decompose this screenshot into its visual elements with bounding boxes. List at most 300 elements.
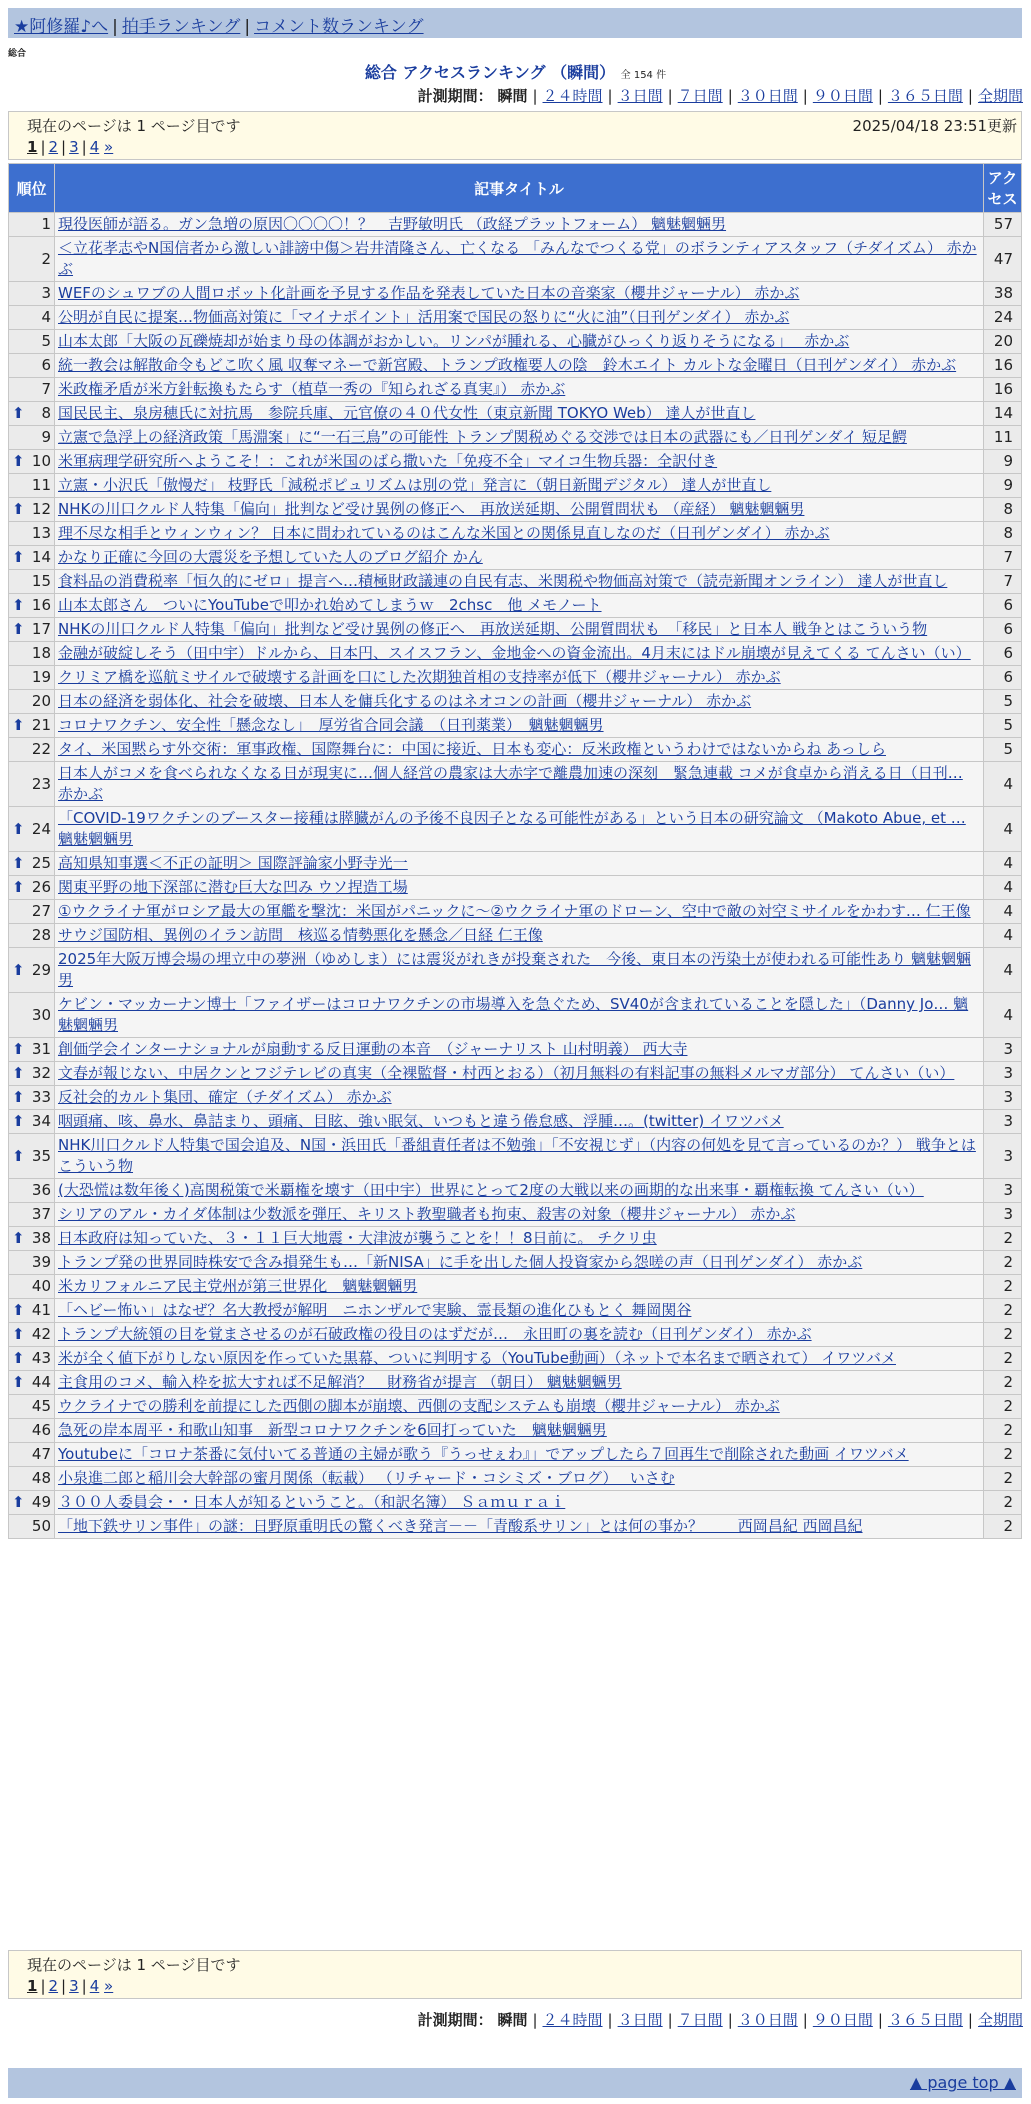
access-count: 2 bbox=[984, 1443, 1022, 1467]
access-count: 2 bbox=[984, 1347, 1022, 1371]
rank-cell bbox=[9, 237, 55, 282]
current-page-text: 現在のページは 1 ページ目です bbox=[27, 1956, 241, 1974]
rank-number: 9 bbox=[41, 428, 51, 446]
access-count: 5 bbox=[984, 714, 1022, 738]
rank-cell bbox=[9, 282, 55, 306]
rank-cell bbox=[9, 924, 55, 948]
table-row bbox=[9, 1395, 1022, 1419]
title-cell bbox=[55, 213, 984, 237]
nav-separator: | bbox=[112, 17, 118, 37]
article-link[interactable]: NHKの川口クルド人特集「偏向」批判など受け異例の修正へ 再放送延期、公開質問状も （産経） 魑魅魍魎男 bbox=[58, 500, 805, 518]
page-link[interactable]: 3 bbox=[69, 1977, 79, 1995]
article-link[interactable]: 現役医師が語る。ガン急増の原因〇〇〇〇！？ 吉野敏明氏 （政経プラットフォーム） 魑魅魍魎男 bbox=[58, 215, 727, 233]
clap-ranking-link[interactable]: 拍手ランキング bbox=[121, 17, 241, 37]
rank-number: 37 bbox=[31, 1205, 51, 1223]
rank-number: 48 bbox=[31, 1469, 51, 1487]
table-row bbox=[9, 690, 1022, 714]
title-cell bbox=[55, 1467, 984, 1491]
table-row bbox=[9, 1467, 1022, 1491]
rank-cell bbox=[9, 1371, 55, 1395]
rank-cell bbox=[9, 402, 55, 426]
title-cell bbox=[55, 354, 984, 378]
table-row bbox=[9, 993, 1022, 1038]
title-cell bbox=[55, 1323, 984, 1347]
up-arrow-icon: ⬆ bbox=[12, 1349, 25, 1367]
current-page-text: 現在のページは 1 ページ目です bbox=[27, 117, 241, 135]
rank-number: 49 bbox=[31, 1493, 51, 1511]
access-count: 7 bbox=[984, 570, 1022, 594]
period-label: 計測期間： bbox=[417, 87, 493, 105]
article-link[interactable]: 立憲で急浮上の経済政策「馬淵案」に“一石三鳥”の可能性 トランプ関税めぐる交渉では日本の武器にも／日刊ゲンダイ 短足鰐 bbox=[58, 428, 907, 446]
ranking-title bbox=[0, 60, 1031, 83]
rank-number: 27 bbox=[31, 902, 51, 920]
article-link[interactable]: タイ、米国黙らす外交術：軍事政権、国際舞台に：中国に接近、日本も変心：反米政権というわけではないからね あっしら bbox=[58, 740, 886, 758]
bottom-bar bbox=[8, 2068, 1022, 2098]
title-cell bbox=[55, 1419, 984, 1443]
top-nav-bar bbox=[8, 8, 1022, 38]
table-row bbox=[9, 426, 1022, 450]
period-link[interactable]: ３日間 bbox=[617, 2011, 663, 2029]
access-count: 4 bbox=[984, 852, 1022, 876]
rank-number: 16 bbox=[31, 596, 51, 614]
rank-number: 5 bbox=[41, 332, 51, 350]
count-header: アクセス bbox=[984, 164, 1022, 213]
article-link[interactable]: 公明が自民に提案…物価高対策に「マイナポイント」活用案で国民の怒りに“火に油”（日刊ゲンダイ） 赤かぶ bbox=[58, 308, 790, 326]
title-cell bbox=[55, 570, 984, 594]
title-cell bbox=[55, 1227, 984, 1251]
total-count: 全 154 件 bbox=[620, 70, 667, 81]
title-cell bbox=[55, 642, 984, 666]
period-link[interactable]: ３日間 bbox=[617, 87, 663, 105]
access-count: 11 bbox=[984, 426, 1022, 450]
article-link[interactable]: 創価学会インターナショナルが扇動する反日運動の本音 （ジャーナリスト 山村明義） 西大寺 bbox=[58, 1040, 688, 1058]
access-count: 2 bbox=[984, 1371, 1022, 1395]
article-link[interactable]: 米軍病理学研究所へようこそ！：これが米国のばら撒いた「免疫不全」マイコ生物兵器：全訳付き bbox=[58, 452, 718, 470]
table-row bbox=[9, 354, 1022, 378]
rank-number: 22 bbox=[31, 740, 51, 758]
rank-number: 43 bbox=[31, 1349, 51, 1367]
rank-cell bbox=[9, 213, 55, 237]
period-separator: | bbox=[532, 2011, 538, 2029]
period-link[interactable]: 全期間 bbox=[977, 2011, 1023, 2029]
access-count: 2 bbox=[984, 1419, 1022, 1443]
page-link[interactable]: 2 bbox=[48, 138, 59, 156]
rank-cell bbox=[9, 690, 55, 714]
title-cell bbox=[55, 450, 984, 474]
access-count: 4 bbox=[984, 993, 1022, 1038]
rank-number: 25 bbox=[31, 854, 51, 872]
period-link[interactable]: ７日間 bbox=[677, 2011, 723, 2029]
title-cell bbox=[55, 426, 984, 450]
table-row bbox=[9, 1323, 1022, 1347]
up-arrow-icon: ⬆ bbox=[12, 1040, 25, 1058]
up-arrow-icon: ⬆ bbox=[12, 404, 25, 422]
table-row bbox=[9, 1491, 1022, 1515]
rank-number: 39 bbox=[31, 1253, 51, 1271]
rank-number: 6 bbox=[41, 356, 51, 374]
access-count: 7 bbox=[984, 546, 1022, 570]
article-link[interactable]: 「ヘビー怖い」はなぜ？名大教授が解明 ニホンザルで実験、霊長類の進化ひもとく 舞岡関谷 bbox=[58, 1301, 692, 1319]
title-cell bbox=[55, 1134, 984, 1179]
access-count: 8 bbox=[984, 498, 1022, 522]
access-count: 14 bbox=[984, 402, 1022, 426]
access-count: 16 bbox=[984, 378, 1022, 402]
period-separator: | bbox=[727, 2011, 733, 2029]
table-row bbox=[9, 282, 1022, 306]
title-cell bbox=[55, 1443, 984, 1467]
period-link[interactable]: ３０日間 bbox=[737, 87, 798, 105]
article-link[interactable]: 山本太郎さん ついにYouTubeで叩かれ始めてしまうｗ 2chsc 他 メモノート bbox=[58, 596, 602, 614]
article-link[interactable]: 理不尽な相手とウィンウィン？ 日本に問われているのはこんな米国との関係見直しなのだ（日刊ゲンダイ） 赤かぶ bbox=[58, 524, 830, 542]
article-link[interactable]: トランプ大統領の目を覚まさせるのが石破政権の役目のはずだが… 永田町の裏を読む（日刊ゲンダイ） 赤かぶ bbox=[58, 1325, 812, 1343]
title-cell bbox=[55, 948, 984, 993]
access-count: 3 bbox=[984, 1086, 1022, 1110]
rank-number: 3 bbox=[41, 284, 51, 302]
access-count: 2 bbox=[984, 1515, 1022, 1539]
page-next-link[interactable]: » bbox=[104, 138, 114, 156]
title-cell bbox=[55, 618, 984, 642]
access-count: 3 bbox=[984, 1179, 1022, 1203]
rank-number: 33 bbox=[31, 1088, 51, 1106]
table-row bbox=[9, 1515, 1022, 1539]
page-separator: | bbox=[40, 1977, 46, 1995]
up-arrow-icon: ⬆ bbox=[12, 620, 25, 638]
rank-number: 20 bbox=[31, 692, 51, 710]
updated-time: 2025/04/18 23:51更新 bbox=[852, 117, 1017, 135]
access-count: 5 bbox=[984, 738, 1022, 762]
title-cell bbox=[55, 690, 984, 714]
table-row bbox=[9, 594, 1022, 618]
article-link[interactable]: サウジ国防相、異例のイラン訪問 核巡る情勢悪化を懸念／日経 仁王像 bbox=[58, 926, 543, 944]
up-arrow-icon: ⬆ bbox=[12, 500, 25, 518]
access-count: 4 bbox=[984, 924, 1022, 948]
article-link[interactable]: ウクライナでの勝利を前提にした西側の脚本が崩壊、西側の支配システムも崩壊（櫻井ジャーナル） 赤かぶ bbox=[58, 1397, 780, 1415]
title-cell bbox=[55, 1038, 984, 1062]
rank-cell bbox=[9, 714, 55, 738]
rank-cell bbox=[9, 1251, 55, 1275]
page-top-link[interactable]: ▲ page top ▲ bbox=[909, 2073, 1016, 2092]
title-cell bbox=[55, 1395, 984, 1419]
rank-number: 42 bbox=[31, 1325, 51, 1343]
rank-number: 17 bbox=[31, 620, 51, 638]
rank-cell bbox=[9, 738, 55, 762]
title-cell bbox=[55, 762, 984, 807]
article-link[interactable]: WEFのシュワブの人間ロボット化計画を予見する作品を発表していた日本の音楽家（櫻井ジャーナル） 赤かぶ bbox=[58, 284, 800, 302]
access-count: 9 bbox=[984, 450, 1022, 474]
page-current: 1 bbox=[27, 1977, 38, 1995]
article-link[interactable]: 2025年大阪万博会場の埋立中の夢洲（ゆめしま）には震災がれきが投棄された 今後、東日本の汚染土が使われる可能性あり 魑魅魍魎男 bbox=[58, 950, 971, 989]
article-link[interactable]: 「COVID-19ワクチンのブースター接種は膵臓がんの予後不良因子となる可能性がある」という日本の研究論文 （Makoto Abue, et … 魑魅魍魎男 bbox=[58, 809, 966, 848]
title-cell bbox=[55, 1251, 984, 1275]
page-link[interactable]: 4 bbox=[89, 138, 100, 156]
article-link[interactable]: クリミア橋を巡航ミサイルで破壊する計画を口にした次期独首相の支持率が低下（櫻井ジャーナル） 赤かぶ bbox=[58, 668, 781, 686]
access-count: 4 bbox=[984, 948, 1022, 993]
period-selector-top bbox=[418, 85, 1023, 106]
title-cell bbox=[55, 378, 984, 402]
article-link[interactable]: 「地下鉄サリン事件」の謎：日野原重明氏の驚くべき発言－－「青酸系サリン」とは何の事か？ 西岡昌紀 西岡昌紀 bbox=[58, 1517, 863, 1535]
rank-number: 50 bbox=[31, 1517, 51, 1535]
article-link[interactable]: 主食用のコメ、輸入枠を拡大すれば不足解消？ 財務省が提言 （朝日） 魑魅魍魎男 bbox=[58, 1373, 622, 1391]
title-cell bbox=[55, 876, 984, 900]
article-link[interactable]: コロナワクチン、安全性「懸念なし」 厚労省合同会議 （日刊薬業） 魑魅魍魎男 bbox=[58, 716, 604, 734]
rank-number: 38 bbox=[31, 1229, 51, 1247]
period-link[interactable]: 全期間 bbox=[977, 87, 1023, 105]
article-link[interactable]: 米が全く値下がりしない原因を作っていた黒幕、ついに判明する（YouTube動画）（ネットで本名まで晒されて） イワツバメ bbox=[58, 1349, 896, 1367]
access-count: 6 bbox=[984, 594, 1022, 618]
access-count: 20 bbox=[984, 330, 1022, 354]
table-row bbox=[9, 1227, 1022, 1251]
table-row bbox=[9, 1275, 1022, 1299]
rank-number: 24 bbox=[31, 819, 51, 838]
rank-number: 21 bbox=[31, 716, 51, 734]
title-cell bbox=[55, 924, 984, 948]
period-separator: | bbox=[967, 2011, 973, 2029]
title-cell bbox=[55, 474, 984, 498]
table-row bbox=[9, 714, 1022, 738]
article-link[interactable]: (大恐慌は数年後く)高関税策で米覇権を壊す（田中宇）世界にとって2度の大戦以来の画期的な出来事・覇権転換 てんさい（い） bbox=[58, 1181, 924, 1199]
rank-number: 32 bbox=[31, 1064, 51, 1082]
rank-cell bbox=[9, 306, 55, 330]
title-cell bbox=[55, 852, 984, 876]
rank-number: 4 bbox=[41, 308, 51, 326]
title-cell bbox=[55, 402, 984, 426]
paging-box-bottom bbox=[8, 1950, 1022, 1999]
article-link[interactable]: 関東平野の地下深部に潜む巨大な凹み ウソ捏造工場 bbox=[58, 878, 408, 896]
article-link[interactable]: 山本太郎「大阪の瓦礫焼却が始まり母の体調がおかしい。リンパが腫れる、心臓がひっくり返りそうになる」 赤かぶ bbox=[58, 332, 850, 350]
rank-cell bbox=[9, 1443, 55, 1467]
access-count: 5 bbox=[984, 690, 1022, 714]
article-link[interactable]: 統一教会は解散命令もどこ吹く風 収奪マネーで新宮殿、トランプ政権要人の陰 鈴木エイト カルトな金曜日（日刊ゲンダイ） 赤かぶ bbox=[58, 356, 957, 374]
up-arrow-icon: ⬆ bbox=[12, 716, 25, 734]
up-arrow-icon: ⬆ bbox=[12, 548, 25, 566]
article-link[interactable]: 日本の経済を弱体化、社会を破壊、日本人を傭兵化するのはネオコンの計画（櫻井ジャーナル） 赤かぶ bbox=[58, 692, 752, 710]
rank-cell bbox=[9, 1227, 55, 1251]
title-cell bbox=[55, 1203, 984, 1227]
article-link[interactable]: 立憲・小沢氏「傲慢だ」 枝野氏「減税ポピュリズムは別の党」発言に（朝日新聞デジタル） 達人が世直し bbox=[58, 476, 772, 494]
period-link[interactable]: ２４時間 bbox=[542, 87, 603, 105]
page-next-link[interactable]: » bbox=[104, 1977, 114, 1995]
period-separator: | bbox=[877, 87, 883, 105]
access-count: 2 bbox=[984, 1323, 1022, 1347]
article-link[interactable]: 食料品の消費税率「恒久的にゼロ」提言へ…積極財政議連の自民有志、米関税や物価高対策で（読売新聞オンライン） 達人が世直し bbox=[58, 572, 948, 590]
table-row bbox=[9, 738, 1022, 762]
rank-cell bbox=[9, 1299, 55, 1323]
ranking-table bbox=[8, 163, 1022, 1539]
article-link[interactable]: 米カリフォルニア民主党州が第三世界化 魑魅魍魎男 bbox=[58, 1277, 418, 1295]
title-cell bbox=[55, 1086, 984, 1110]
access-count: 9 bbox=[984, 474, 1022, 498]
title-cell bbox=[55, 237, 984, 282]
article-link[interactable]: NHKの川口クルド人特集「偏向」批判など受け異例の修正へ 再放送延期、公開質問状も 「移民」と日本人 戦争とはこういう物 bbox=[58, 620, 928, 638]
rank-number: 7 bbox=[41, 380, 51, 398]
access-count: 4 bbox=[984, 762, 1022, 807]
up-arrow-icon: ⬆ bbox=[12, 1112, 25, 1130]
page-link[interactable]: 2 bbox=[48, 1977, 59, 1995]
article-link[interactable]: シリアのアル・カイダ体制は少数派を弾圧、キリスト教聖職者も拘束、殺害の対象（櫻井ジャーナル） 赤かぶ bbox=[58, 1205, 796, 1223]
title-cell bbox=[55, 498, 984, 522]
rank-number: 8 bbox=[41, 404, 51, 422]
article-link[interactable]: かなり正確に今回の大震災を予想していた人のブログ紹介 かん bbox=[58, 548, 483, 566]
page-link[interactable]: 3 bbox=[69, 138, 79, 156]
title-cell bbox=[55, 1347, 984, 1371]
nav-separator: | bbox=[244, 17, 251, 37]
table-row bbox=[9, 1062, 1022, 1086]
rank-number: 41 bbox=[31, 1301, 51, 1319]
rank-cell bbox=[9, 498, 55, 522]
article-link[interactable]: ①ウクライナ軍がロシア最大の軍艦を撃沈：米国がパニックに～②ウクライナ軍のドローン、空中で敵の対空ミサイルをかわす… 仁王像 bbox=[58, 902, 971, 920]
access-count: 2 bbox=[984, 1299, 1022, 1323]
rank-number: 23 bbox=[31, 774, 51, 793]
table-row bbox=[9, 852, 1022, 876]
period-separator: | bbox=[802, 2011, 808, 2029]
period-separator: | bbox=[877, 2011, 883, 2029]
article-link[interactable]: ３００人委員会・・日本人が知るということ。（和訳名簿） Ｓａｍｕｒａｉ bbox=[58, 1493, 566, 1511]
access-count: 2 bbox=[984, 1251, 1022, 1275]
table-row bbox=[9, 876, 1022, 900]
rank-cell bbox=[9, 1038, 55, 1062]
rank-number: 30 bbox=[31, 1005, 51, 1024]
rank-cell bbox=[9, 1347, 55, 1371]
article-link[interactable]: 米政権矛盾が米方針転換もたらす（植草一秀の『知られざる真実』） 赤かぶ bbox=[58, 380, 566, 398]
rank-cell bbox=[9, 807, 55, 852]
table-row bbox=[9, 900, 1022, 924]
paging-box-top bbox=[8, 111, 1022, 160]
access-count: 24 bbox=[984, 306, 1022, 330]
period-link[interactable]: ７日間 bbox=[677, 87, 723, 105]
table-row bbox=[9, 1251, 1022, 1275]
rank-cell bbox=[9, 378, 55, 402]
article-link[interactable]: 咽頭痛、咳、鼻水、鼻詰まり、頭痛、目眩、強い眠気、いつもと違う倦怠感、浮腫…。(twitter) イワツバメ bbox=[58, 1112, 784, 1130]
table-row bbox=[9, 306, 1022, 330]
rank-cell bbox=[9, 1515, 55, 1539]
rank-number: 46 bbox=[31, 1421, 51, 1439]
rank-number: 26 bbox=[31, 878, 51, 896]
rank-cell bbox=[9, 474, 55, 498]
table-row bbox=[9, 1203, 1022, 1227]
article-link[interactable]: 高知県知事選＜不正の証明＞ 国際評論家小野寺光一 bbox=[58, 854, 408, 872]
title-cell bbox=[55, 1515, 984, 1539]
up-arrow-icon: ⬆ bbox=[12, 596, 25, 614]
article-link[interactable]: 日本人がコメを食べられなくなる日が現実に…個人経営の農家は大赤字で離農加速の深刻 緊急連載 コメが食卓から消える日（日刊… 赤かぶ bbox=[58, 764, 963, 803]
period-separator: | bbox=[667, 2011, 673, 2029]
up-arrow-icon: ⬆ bbox=[12, 452, 25, 470]
article-link[interactable]: トランプ発の世界同時株安で含み損発生も…「新NISA」に手を出した個人投資家から怨嗟の声（日刊ゲンダイ） 赤かぶ bbox=[58, 1253, 863, 1271]
table-row bbox=[9, 1110, 1022, 1134]
rank-cell bbox=[9, 1323, 55, 1347]
title-header: 記事タイトル bbox=[55, 164, 984, 213]
access-count: 2 bbox=[984, 1467, 1022, 1491]
rank-number: 11 bbox=[31, 476, 51, 494]
article-link[interactable]: 日本政府は知っていた、３・１１巨大地震・大津波が襲うことを！！8日前に。 チクリ虫 bbox=[58, 1229, 657, 1247]
article-link[interactable]: 国民民主、泉房穂氏に対抗馬 参院兵庫、元官僚の４０代女性（東京新聞 TOKYO Web） 達人が世直し bbox=[58, 404, 756, 422]
rank-number: 44 bbox=[31, 1373, 51, 1391]
title-cell bbox=[55, 1110, 984, 1134]
article-link[interactable]: 反社会的カルト集団、確定（チダイズム） 赤かぶ bbox=[58, 1088, 392, 1106]
comment-ranking-link[interactable]: コメント数ランキング bbox=[254, 17, 424, 37]
title-cell bbox=[55, 738, 984, 762]
rank-cell bbox=[9, 1062, 55, 1086]
rank-cell bbox=[9, 1275, 55, 1299]
access-count: 8 bbox=[984, 522, 1022, 546]
title-cell bbox=[55, 714, 984, 738]
table-row bbox=[9, 213, 1022, 237]
page-separator: | bbox=[81, 138, 87, 156]
category-tag: 総合 bbox=[8, 49, 27, 59]
article-link[interactable]: NHK川口クルド人特集で国会追及、N国・浜田氏「番組責任者は不勉強」「不安視じず」（内容の何処を見て言っているのか？） 戦争とはこういう物 bbox=[58, 1136, 976, 1175]
page-separator: | bbox=[61, 138, 67, 156]
up-arrow-icon: ⬆ bbox=[12, 1229, 25, 1247]
period-selector-bottom bbox=[418, 2009, 1023, 2030]
rank-number: 40 bbox=[31, 1277, 51, 1295]
article-link[interactable]: 金融が破綻しそう（田中宇）ドルから、日本円、スイスフラン、金地金への資金流出。4月末にはドル崩壊が見えてくる てんさい（い） bbox=[58, 644, 971, 662]
period-link[interactable]: ９０日間 bbox=[812, 87, 873, 105]
table-row bbox=[9, 1347, 1022, 1371]
period-link[interactable]: ２４時間 bbox=[542, 2011, 603, 2029]
page-separator: | bbox=[40, 138, 46, 156]
article-link[interactable]: ＜立花孝志やN国信者から激しい誹謗中傷＞岩井清隆さん、亡くなる 「みんなでつくる党」のボランティアスタッフ（チダイズム） 赤かぶ bbox=[58, 239, 977, 278]
access-count: 38 bbox=[984, 282, 1022, 306]
table-row bbox=[9, 1086, 1022, 1110]
title-cell bbox=[55, 546, 984, 570]
title-cell bbox=[55, 306, 984, 330]
rank-cell bbox=[9, 900, 55, 924]
up-arrow-icon: ⬆ bbox=[12, 1325, 25, 1343]
up-arrow-icon: ⬆ bbox=[12, 819, 25, 838]
rank-cell bbox=[9, 666, 55, 690]
title-cell bbox=[55, 807, 984, 852]
rank-cell bbox=[9, 852, 55, 876]
rank-cell bbox=[9, 876, 55, 900]
period-link[interactable]: ９０日間 bbox=[812, 2011, 873, 2029]
home-link[interactable]: ★阿修羅♪へ bbox=[14, 17, 109, 37]
article-link[interactable]: 文春が報じない、中居クンとフジテレビの真実（全裸監督・村西とおる）（初月無料の有料記事の無料メルマガ部分） てんさい（い） bbox=[58, 1064, 955, 1082]
rank-header: 順位 bbox=[9, 164, 55, 213]
page-separator: | bbox=[61, 1977, 67, 1995]
rank-cell bbox=[9, 354, 55, 378]
rank-number: 10 bbox=[31, 452, 51, 470]
access-count: 2 bbox=[984, 1395, 1022, 1419]
table-row bbox=[9, 1134, 1022, 1179]
up-arrow-icon: ⬆ bbox=[12, 878, 25, 896]
period-current: 瞬間 bbox=[497, 87, 528, 105]
rank-cell bbox=[9, 1134, 55, 1179]
rank-number: 19 bbox=[31, 668, 51, 686]
article-link[interactable]: 急死の岸本周平・和歌山知事 新型コロナワクチンを6回打っていた 魑魅魍魎男 bbox=[58, 1421, 607, 1439]
access-count: 3 bbox=[984, 1134, 1022, 1179]
rank-number: 13 bbox=[31, 524, 51, 542]
title-cell bbox=[55, 1062, 984, 1086]
access-count: 47 bbox=[984, 237, 1022, 282]
rank-cell bbox=[9, 642, 55, 666]
rank-cell bbox=[9, 1419, 55, 1443]
rank-cell bbox=[9, 948, 55, 993]
page-link[interactable]: 4 bbox=[89, 1977, 100, 1995]
rank-number: 2 bbox=[41, 249, 51, 268]
article-link[interactable]: 小泉進二郎と稲川会大幹部の蜜月関係（転載） （リチャード・コシミズ・ブログ） いさむ bbox=[58, 1469, 675, 1487]
period-link[interactable]: ３０日間 bbox=[737, 2011, 798, 2029]
article-link[interactable]: Youtubeに「コロナ茶番に気付いてる普通の主婦が歌う『うっせぇわ』」でアップしたら７回再生で削除された動画 イワツバメ bbox=[58, 1445, 909, 1463]
table-row bbox=[9, 1179, 1022, 1203]
article-link[interactable]: ケビン・マッカーナン博士「ファイザーはコロナワクチンの市場導入を急ぐため、SV40が含まれていることを隠した」（Danny Jo… 魑魅魍魎男 bbox=[58, 995, 969, 1034]
rank-number: 47 bbox=[31, 1445, 51, 1463]
period-link[interactable]: ３６５日間 bbox=[887, 2011, 963, 2029]
table-row bbox=[9, 1443, 1022, 1467]
table-row bbox=[9, 522, 1022, 546]
period-separator: | bbox=[532, 87, 538, 105]
period-separator: | bbox=[727, 87, 733, 105]
period-link[interactable]: ３６５日間 bbox=[887, 87, 963, 105]
table-row bbox=[9, 402, 1022, 426]
